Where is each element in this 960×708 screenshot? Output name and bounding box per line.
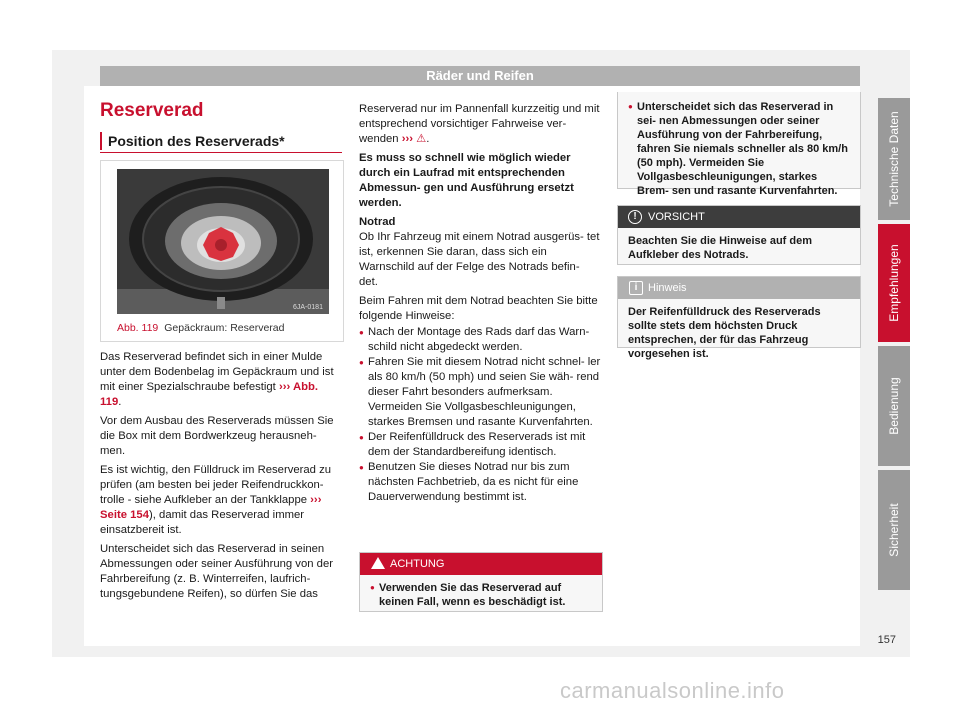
figure-code: 6JA-0181	[293, 304, 323, 311]
paragraph: Reserverad nur im Pannenfall kurzzeitig und mit entsprechend vorsichtiger Fahrweise ver- wenden ››› ⚠.	[359, 103, 600, 145]
paragraph-end: .	[118, 396, 122, 408]
vorsicht-box	[617, 205, 861, 265]
list-item: ● Nach der Montage des Rads darf das Warn- schild nicht abgedeckt werden.	[359, 325, 601, 355]
paragraph	[100, 463, 342, 538]
paragraph-text: Das Reserverad befindet sich in einer Mulde unter dem Bodenbelag im Gepäckraum und ist mit einer Spezialschraube befestigt	[100, 351, 334, 393]
paragraph: Es muss so schnell wie möglich wieder durch ein Laufrad mit entsprechenden Abmessun- gen und Ausführung ersetzt werden.	[359, 152, 574, 209]
figure-caption	[117, 322, 284, 334]
figure	[100, 160, 344, 342]
paragraph-text: Reserverad nur im Pannenfall kurzzeitig und mit entsprechend vorsichtiger Fahrweise ver- wenden	[359, 103, 600, 145]
tab-empfehlungen[interactable]	[878, 224, 910, 342]
tab-sicherheit[interactable]	[878, 470, 910, 590]
list-item: ● Verwenden Sie das Reserverad auf keinen Fall, wenn es beschädigt ist.	[370, 581, 592, 609]
warning-triangle-icon	[371, 557, 385, 569]
achtung-continuation-body	[618, 92, 860, 204]
achtung-header	[360, 553, 602, 575]
paragraph: Beim Fahren mit dem Notrad beachten Sie bitte folgende Hinweise:	[359, 295, 598, 322]
warning-reference-link[interactable]: ›››	[401, 133, 414, 145]
column-2	[359, 102, 601, 505]
exclamation-circle-icon: !	[628, 210, 642, 224]
paragraph: Ob Ihr Fahrzeug mit einem Notrad ausgerüs- tet ist, erkennen Sie daran, dass sich ein Warnschild auf der Felge des Notrads befin- det.	[359, 231, 600, 288]
page-title: Reserverad	[100, 100, 204, 121]
figure-reference-link[interactable]: ››› Abb. 119	[100, 381, 319, 408]
subtitle-rule	[100, 152, 342, 153]
achtung-box	[359, 552, 603, 612]
column-1	[100, 350, 342, 606]
paragraph: Unterscheidet sich das Reserverad in seinen Abmessungen oder seiner Ausführung von der Fahrbereifung (z. B. Winterreifen, laufrich- tungsgebundene Reifen), so dürfen Sie das	[100, 543, 333, 600]
figure-number: Abb. 119	[117, 322, 159, 334]
vorsicht-label: VORSICHT	[648, 211, 705, 223]
list-item: ● Benutzen Sie dieses Notrad nur bis zum nächsten Fachbetrieb, da es nicht für eine Dauerverwendung bestimmt ist.	[359, 460, 601, 505]
hinweis-box	[617, 276, 861, 360]
tab-label: Bedienung	[887, 377, 901, 435]
tab-technische-daten[interactable]	[878, 98, 910, 220]
vorsicht-header	[618, 206, 860, 228]
page-reference-link[interactable]: ››› Seite 154	[100, 494, 322, 521]
achtung-continuation-box	[617, 92, 861, 197]
achtung-label: ACHTUNG	[390, 558, 445, 570]
tab-bedienung[interactable]	[878, 346, 910, 466]
achtung-body	[360, 575, 602, 615]
hinweis-header	[618, 277, 860, 299]
vorsicht-body: Beachten Sie die Hinweise auf dem Aufkleber des Notrads.	[628, 235, 813, 261]
paragraph	[100, 350, 342, 410]
subheading: Notrad	[359, 216, 396, 228]
hinweis-label: Hinweis	[648, 282, 687, 294]
hinweis-body: Der Reifenfülldruck des Reserverads sollte stets dem höchsten Druck entsprechen, der für das Fahrzeug vorgesehen ist.	[628, 306, 821, 360]
section-header: Räder und Reifen	[100, 66, 860, 86]
spare-wheel-illustration	[117, 169, 329, 314]
list-item: ● Fahren Sie mit diesem Notrad nicht schnel- ler als 80 km/h (50 mph) und seien Sie wäh- rend dieser Fahrt besonders aufmerksam. Vermeiden Sie Vollgasbeschleunigungen, starkes Bremsen und rasante Kurvenfahrten.	[359, 355, 601, 430]
warning-triangle-icon: ⚠	[416, 133, 427, 145]
watermark: carmanualsonline.info	[560, 678, 785, 703]
list-item: ● Der Reifenfülldruck des Reserverads ist mit dem der Standardbereifung identisch.	[359, 430, 601, 460]
paragraph-text: ), damit das Reserverad immer einsatzbereit ist.	[100, 509, 305, 536]
tab-label: Technische Daten	[887, 111, 901, 207]
tab-label: Sicherheit	[887, 503, 901, 557]
subtitle: Position des Reserverads*	[100, 132, 348, 150]
spare-wheel-photo	[117, 169, 329, 314]
paragraph-text: Es ist wichtig, den Fülldruck im Reserverad zu prüfen (am besten bei jeder Reifendruckkon- trolle - siehe Aufkleber an der Tankklappe	[100, 464, 332, 506]
info-note-icon: i	[629, 281, 643, 295]
tab-label: Empfehlungen	[887, 244, 901, 322]
list-item: ● Unterscheidet sich das Reserverad in sei- nen Abmessungen oder seiner Ausführung von der Fahrbereifung, fahren Sie niemals schneller als 80 km/h (50 mph). Vermeiden Sie Vollgasbeschleunigungen, starkes Brem- sen und rasante Kurvenfahrten.	[628, 100, 850, 198]
paragraph: Vor dem Ausbau des Reserverads müssen Sie die Box mit dem Bordwerkzeug herausneh- men.	[100, 415, 334, 457]
page-number: 157	[877, 634, 896, 646]
figure-caption-text: Gepäckraum: Reserverad	[164, 322, 285, 334]
